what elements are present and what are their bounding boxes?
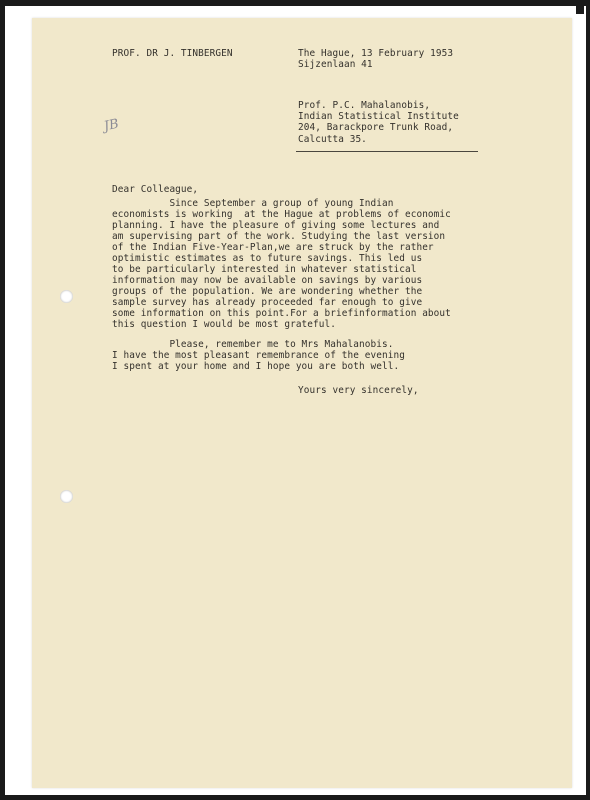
body-line: this question I would be most grateful. xyxy=(112,319,337,330)
recipient-line: Prof. P.C. Mahalanobis, xyxy=(298,100,431,111)
scan-corner-mark xyxy=(576,6,584,14)
recipient-line: Indian Statistical Institute xyxy=(298,111,459,122)
sender-name: PROF. DR J. TINBERGEN xyxy=(112,48,233,59)
salutation: Dear Colleague, xyxy=(112,184,199,195)
body-line: am supervising part of the work. Studying the last version xyxy=(112,231,446,242)
closing: Yours very sincerely, xyxy=(298,385,419,396)
body-line: information may now be available on savings by various xyxy=(112,275,423,286)
body-line: Since September a group of young Indian xyxy=(112,198,394,209)
scan-border-top xyxy=(0,0,590,6)
body-line: groups of the population. We are wondering whether the xyxy=(112,286,423,297)
scan-border-right xyxy=(586,0,590,800)
handwritten-initials: JB xyxy=(102,116,121,135)
place-date: The Hague, 13 February 1953 xyxy=(298,48,454,59)
punch-hole-bottom xyxy=(60,490,73,503)
scan-border-bottom xyxy=(0,795,590,800)
recipient-line: Calcutta 35. xyxy=(298,134,367,145)
sender-street: Sijzenlaan 41 xyxy=(298,59,373,70)
recipient-line: 204, Barackpore Trunk Road, xyxy=(298,122,454,133)
body-line: Please, remember me to Mrs Mahalanobis. xyxy=(112,339,394,350)
body-line: some information on this point.For a briefinformation about xyxy=(112,308,451,319)
body-line: economists is working at the Hague at problems of economic xyxy=(112,209,451,220)
body-line: sample survey has already proceeded far enough to give xyxy=(112,297,423,308)
address-underline xyxy=(296,151,478,152)
body-line: to be particularly interested in whatever statistical xyxy=(112,264,417,275)
body-line: optimistic estimates as to future savings. This led us xyxy=(112,253,423,264)
punch-hole-top xyxy=(60,290,73,303)
body-line: planning. I have the pleasure of giving some lectures and xyxy=(112,220,440,231)
body-line: I spent at your home and I hope you are both well. xyxy=(112,361,400,372)
body-line: of the Indian Five-Year-Plan,we are struck by the rather xyxy=(112,242,434,253)
body-line: I have the most pleasant remembrance of the evening xyxy=(112,350,405,361)
scan-border-left xyxy=(0,0,5,800)
